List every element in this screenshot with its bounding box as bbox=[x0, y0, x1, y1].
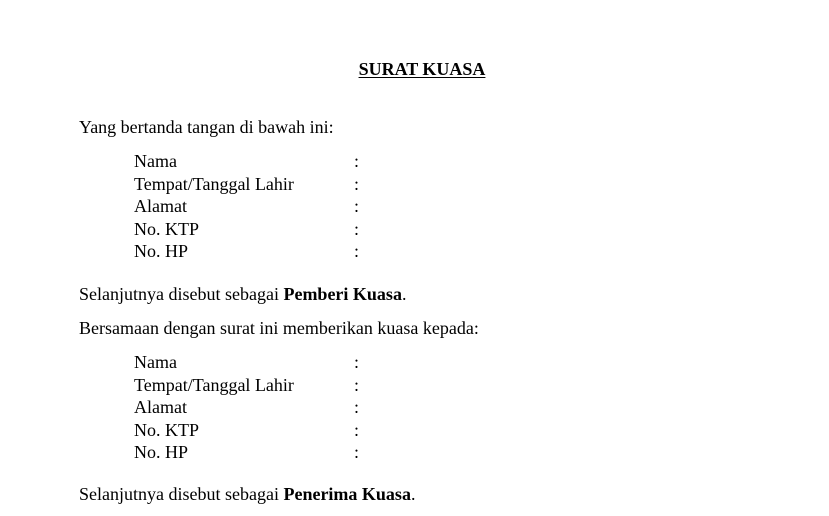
field-label: No. HP bbox=[134, 442, 189, 462]
field-colon: : bbox=[354, 173, 360, 194]
field-colon: : bbox=[354, 419, 360, 440]
grantee-role: Penerima Kuasa bbox=[283, 484, 411, 504]
field-label: Tempat/Tanggal Lahir bbox=[134, 374, 294, 395]
field-label: No. HP bbox=[134, 241, 189, 261]
field-colon: : bbox=[354, 442, 360, 462]
field-colon: : bbox=[354, 374, 360, 395]
field-colon: : bbox=[354, 397, 360, 417]
grant-statement: Bersamaan dengan surat ini memberikan kuasa kepada: bbox=[79, 318, 479, 338]
field-label: Tempat/Tanggal Lahir bbox=[134, 173, 294, 194]
field-label: Nama bbox=[134, 151, 177, 171]
field-colon: : bbox=[354, 352, 360, 372]
field-label: No. KTP bbox=[134, 419, 200, 440]
field-colon: : bbox=[354, 218, 360, 239]
field-label: No. KTP bbox=[134, 218, 200, 239]
field-label: Alamat bbox=[134, 397, 187, 417]
field-colon: : bbox=[354, 241, 360, 261]
grantor-statement: Selanjutnya disebut sebagai Pemberi Kuasa. bbox=[79, 284, 407, 304]
field-colon: : bbox=[354, 151, 360, 171]
field-label: Nama bbox=[134, 352, 177, 372]
field-colon: : bbox=[354, 196, 360, 216]
document-title: SURAT KUASA bbox=[358, 59, 486, 79]
grantee-statement: Selanjutnya disebut sebagai Penerima Kuasa. bbox=[79, 484, 416, 504]
grantor-role: Pemberi Kuasa bbox=[283, 284, 402, 304]
field-label: Alamat bbox=[134, 196, 187, 216]
intro-text: Yang bertanda tangan di bawah ini: bbox=[79, 117, 334, 137]
